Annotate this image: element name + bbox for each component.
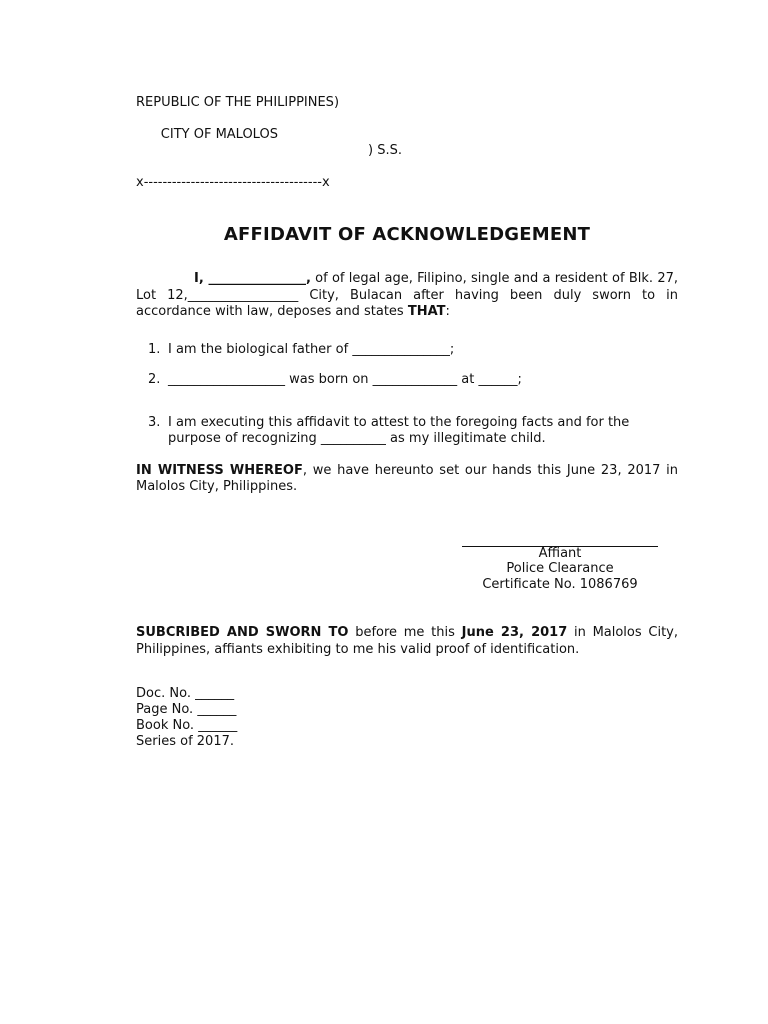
- signature-role: Affiant: [538, 545, 582, 561]
- jurat-paragraph: [136, 625, 678, 658]
- book-number: Book No. ______: [136, 718, 238, 733]
- list-item-3: [136, 415, 678, 448]
- signature-block: [462, 536, 658, 593]
- list-item-number: 1.: [148, 341, 161, 357]
- list-item-number: 2.: [148, 372, 161, 387]
- affidavit-document: [136, 95, 678, 750]
- list-item-number: 3.: [148, 414, 161, 430]
- notarial-register: [136, 686, 678, 750]
- list-item-text: I am the biological father of _______________;: [168, 341, 455, 357]
- jurat-mid: before me this: [348, 625, 462, 640]
- venue-republic: REPUBLIC OF THE PHILIPPINES): [136, 95, 340, 110]
- venue-block: [136, 95, 678, 191]
- venue-divider: x--------------------------------------x: [136, 175, 330, 190]
- jurat-text: in Malolos City, Philippines, affiants exhibiting to me his valid proof of identification.: [136, 625, 678, 657]
- jurat-date: June 23, 2017: [461, 625, 568, 640]
- page-number: Page No. ______: [136, 702, 237, 717]
- doc-number: Doc. No. ______: [136, 686, 235, 701]
- list-item-text: __________________ was born on _____________ at ______;: [168, 372, 522, 387]
- witness-heading: IN WITNESS WHEREOF: [136, 462, 303, 478]
- witness-paragraph: [136, 463, 678, 496]
- series-year: Series of 2017.: [136, 734, 234, 749]
- intro-paragraph: [136, 271, 678, 321]
- witness-text: , we have hereunto set our hands this June 23, 2017 in Malolos City, Philippines.: [136, 462, 678, 494]
- venue-city: CITY OF MALOLOS: [160, 127, 278, 142]
- list-item-text: I am executing this affidavit to attest to the foregoing facts and for the purpose of recognizing __________ as my illegitimate child.: [168, 414, 630, 446]
- list-item-2: [136, 372, 678, 389]
- intro-that: THAT: [407, 304, 446, 319]
- intro-affiant-name: I, _______________,: [194, 271, 311, 286]
- signature-line: [462, 536, 658, 546]
- intro-colon: :: [445, 304, 450, 319]
- document-title: AFFIDAVIT OF ACKNOWLEDGEMENT: [223, 224, 591, 245]
- intro-text: of of legal age, Filipino, single and a resident of Blk. 27, Lot 12,_________________ City, Bulacan after having been duly sworn to in accordance with law, deposes and states: [136, 271, 678, 319]
- venue-ss: ) S.S.: [368, 143, 402, 158]
- signature-doc: Police Clearance: [506, 561, 614, 576]
- list-item-1: [136, 342, 678, 359]
- jurat-heading: SUBCRIBED AND SWORN TO: [136, 625, 349, 640]
- signature-cert: Certificate No. 1086769: [482, 576, 638, 592]
- venue-city-row: [136, 111, 678, 175]
